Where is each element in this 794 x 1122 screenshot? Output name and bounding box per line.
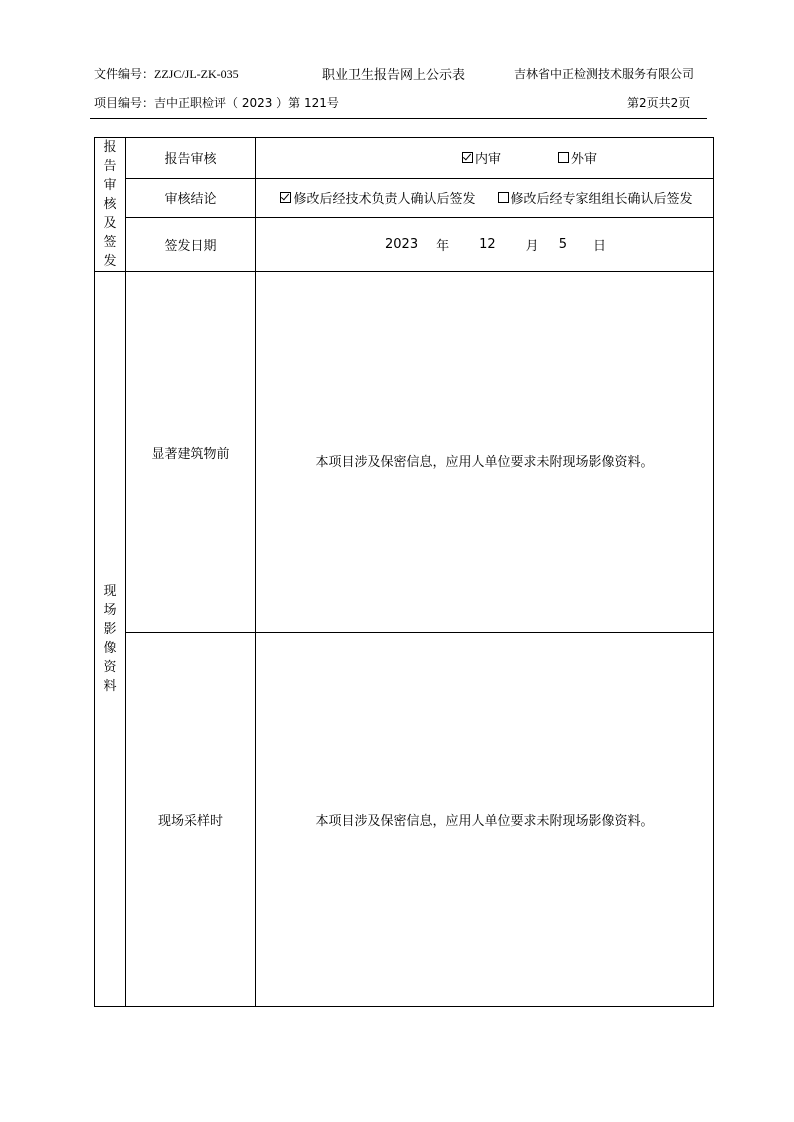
review-label-char: 核 xyxy=(103,197,117,212)
audit-option-internal[interactable]: 内审 xyxy=(462,148,501,167)
issue-date-year-unit: 年 xyxy=(436,238,450,254)
site-photo-notice-text: 本项目涉及保密信息，应用人单位要求未附现场影像资料。 xyxy=(315,814,654,829)
publicity-form-table xyxy=(94,137,714,1007)
header-divider xyxy=(90,118,707,119)
review-label-char: 发 xyxy=(103,254,117,269)
audit-label: 报告审核 xyxy=(126,138,256,179)
site-photo-notice xyxy=(256,633,714,1007)
site-label-char: 资 xyxy=(103,660,117,675)
audit-options xyxy=(256,138,714,179)
site-photo-row-building xyxy=(95,272,714,633)
issue-date-month: 12 xyxy=(479,236,496,252)
company-name: 吉林省中正检测技术服务有限公司 xyxy=(514,67,695,81)
review-label-char: 告 xyxy=(103,159,117,174)
site-photo-notice-text: 本项目涉及保密信息，应用人单位要求未附现场影像资料。 xyxy=(315,454,654,470)
document-title: 职业卫生报告网上公示表 xyxy=(322,68,466,83)
issue-date-day: 5 xyxy=(558,236,567,252)
site-label-char: 影 xyxy=(103,622,117,637)
conclusion-row xyxy=(95,178,714,217)
site-photo-notice xyxy=(256,272,714,633)
site-label-char: 料 xyxy=(103,679,117,694)
issue-date-month-unit: 月 xyxy=(525,238,539,254)
site-label-char: 场 xyxy=(103,603,117,618)
site-label-char: 像 xyxy=(103,641,117,656)
review-label-char: 报 xyxy=(103,140,117,155)
page-indicator: 第2页共2页 xyxy=(627,96,691,110)
issue-date-year: 2023 xyxy=(385,236,419,252)
review-label-char: 及 xyxy=(103,216,117,231)
issue-date-value xyxy=(256,217,714,271)
site-photo-row-sampling xyxy=(95,633,714,1007)
conclusion-label: 审核结论 xyxy=(126,178,256,217)
site-label-char: 现 xyxy=(103,584,117,599)
issue-date-day-unit: 日 xyxy=(592,238,606,254)
review-section-label xyxy=(95,138,126,272)
conclusion-options xyxy=(256,178,714,217)
unchecked-checkbox-icon[interactable] xyxy=(558,152,569,163)
conclusion-option-tech-lead[interactable]: 修改后经技术负责人确认后签发 xyxy=(280,188,475,207)
site-row-label: 现场采样时 xyxy=(126,633,256,1007)
project-number: 项目编号：吉中正职检评（ 2023 ）第 121号 xyxy=(94,96,339,110)
review-label-char: 签 xyxy=(103,235,117,250)
review-label-char: 审 xyxy=(103,178,117,193)
site-row-label: 显著建筑物前 xyxy=(126,272,256,633)
issue-date-row xyxy=(95,217,714,271)
audit-row xyxy=(95,138,714,179)
issue-date-label: 签发日期 xyxy=(126,217,256,271)
checked-checkbox-icon[interactable] xyxy=(280,192,291,203)
checked-checkbox-icon[interactable] xyxy=(462,152,473,163)
file-number: 文件编号：ZZJC/JL-ZK-035 xyxy=(94,67,239,81)
conclusion-option-expert-lead[interactable]: 修改后经专家组组长确认后签发 xyxy=(498,188,693,207)
site-section-label xyxy=(95,272,126,1007)
unchecked-checkbox-icon[interactable] xyxy=(498,192,509,203)
audit-option-external[interactable]: 外审 xyxy=(558,148,597,167)
